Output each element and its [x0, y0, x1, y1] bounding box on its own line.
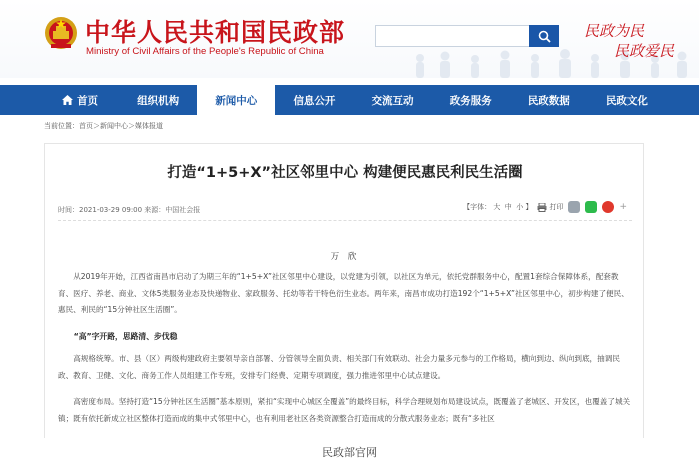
search-icon: [538, 30, 551, 43]
article-section-heading: “高”字开路，思路清、步伐稳: [73, 332, 178, 341]
nav-item-info-disclosure[interactable]: [275, 85, 353, 115]
slogan-1: 民政为民: [584, 22, 645, 40]
meta-divider: [58, 220, 632, 221]
wechat-icon[interactable]: [585, 201, 597, 213]
article-tools: [463, 201, 627, 213]
article-author: 万 欣: [330, 252, 360, 262]
nav-item-label: 政务服务: [449, 94, 492, 107]
article-meta: 时间：2021-03-29 09:00 来源：中国社会报: [58, 206, 201, 214]
slogan-2: 民政爱民: [614, 42, 675, 60]
nav-item-label: 新闻中心: [215, 94, 258, 107]
nav-item-organization[interactable]: [119, 85, 197, 115]
article-title: 打造“1+5+X”社区邻里中心 构建便民惠民利民生活圈: [167, 165, 523, 181]
nav-item-news-center[interactable]: [197, 85, 275, 115]
font-size-small[interactable]: 小: [516, 203, 524, 211]
article-paragraph: 高密度布局。坚持打造“15分钟社区生活圈”基本原则，紧扣“实现中心城区全覆盖”的最终目标，科学合理规划布局建设试点，既覆盖了老城区、开发区，也覆盖了城关镇；既有依托新成立社区整体打造而成的集中式邻里中心，也有利用老社区各类资源整合打造而成的分散式服务业态；既有“多社区: [58, 397, 631, 423]
nav-item-label: 信息公开: [293, 94, 336, 107]
main-nav: [0, 85, 699, 115]
article-paragraph: 从2019年开始，江西省南昌市启动了为期三年的“1+5+X”社区邻里中心建设，以党建为引领，以社区为单元，依托党群服务中心，配置1套综合保障体系，配套教育、医疗、养老、商业、文体5类服务业态及快递物业、家政服务、托幼等若干特色衍生业态。两年来，南昌市成功打造192个“1+5+X”社区邻里中心，初步构建了便民、惠民、利民的“15分钟社区生活圈”。: [58, 272, 629, 314]
font-size-large[interactable]: 大: [493, 203, 501, 211]
nav-item-label: 首页: [77, 94, 99, 107]
nav-item-gov-services[interactable]: [432, 85, 510, 115]
share-icon[interactable]: [568, 201, 580, 213]
font-close: 】: [525, 203, 533, 211]
site-subtitle: Ministry of Civil Affairs of the People's Republic of China: [86, 46, 324, 57]
nav-item-interaction[interactable]: [354, 85, 432, 115]
nav-item-home[interactable]: [41, 85, 119, 115]
article-paragraph: 高规格统筹。市、县（区）两级构建政府主要领导亲自部署、分管领导全面负责、相关部门有效联动、社会力量多元参与的工作格局，横向到边、纵向到底，抽调民政、教育、卫健、文化、商务工作人员组建工作专班，安排专门经费、定期专项调度，强力推进邻里中心试点建设。: [58, 354, 620, 380]
nav-item-label: 交流互动: [371, 94, 414, 107]
font-size-medium[interactable]: 中: [504, 203, 512, 211]
nav-item-label: 民政文化: [605, 94, 648, 107]
plus-icon[interactable]: +: [619, 202, 627, 212]
article-card: [44, 143, 644, 438]
font-label: 【字体：: [463, 203, 492, 211]
print-label: 打印: [549, 203, 564, 211]
nav-item-civil-data[interactable]: [510, 85, 588, 115]
font-size-control: [463, 202, 532, 212]
nav-item-label: 组织机构: [137, 94, 180, 107]
print-icon: [537, 203, 547, 212]
home-icon: [62, 95, 73, 105]
site-header: [0, 0, 699, 78]
nav-item-label: 民政数据: [527, 94, 570, 107]
nav-item-civil-culture[interactable]: [588, 85, 666, 115]
print-button[interactable]: [537, 202, 563, 212]
image-caption: 民政部官网: [322, 446, 377, 459]
breadcrumb: 当前位置：首页＞新闻中心＞媒体报道: [44, 122, 163, 130]
site-title: 中华人民共和国民政部: [85, 18, 346, 47]
weibo-icon[interactable]: [602, 201, 614, 213]
national-emblem-icon: [44, 14, 78, 52]
